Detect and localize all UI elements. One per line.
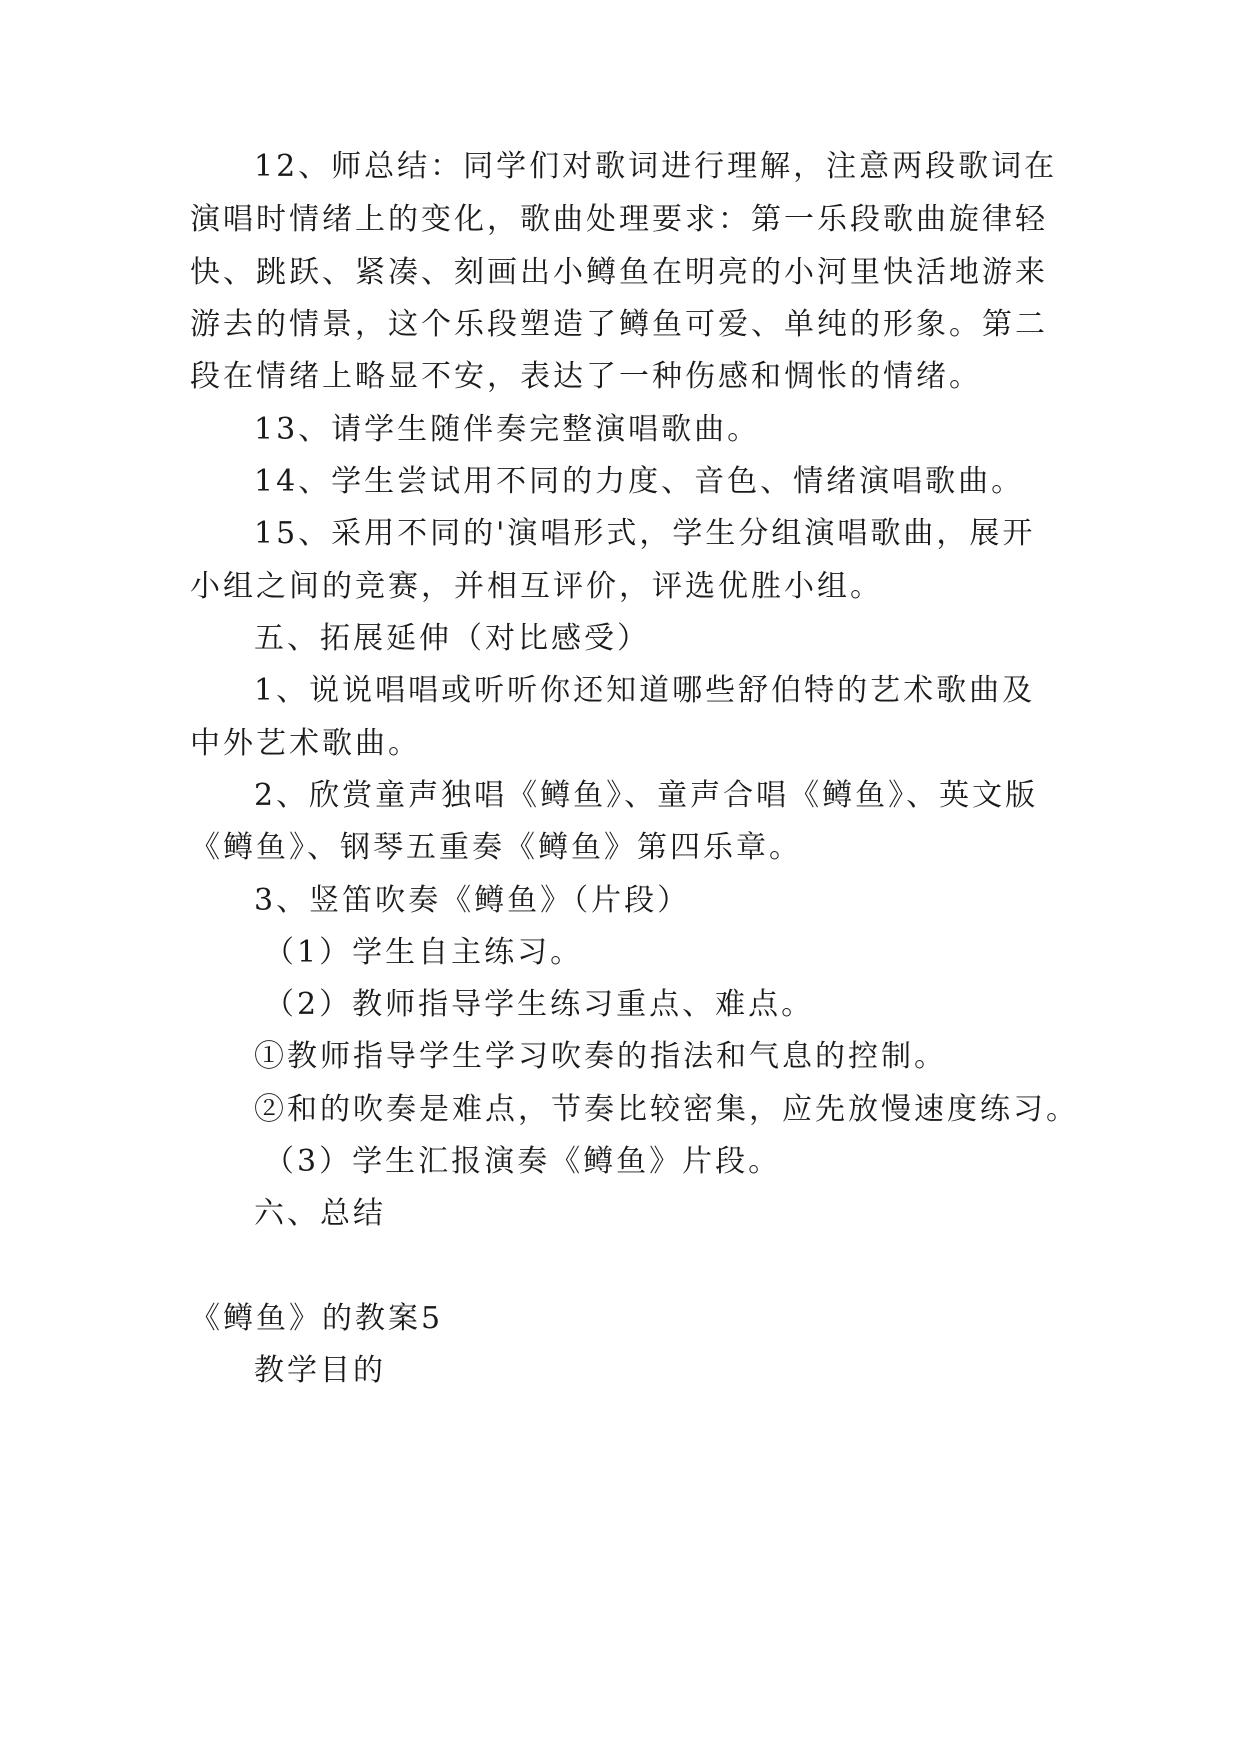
paragraph-line: 14、学生尝试用不同的力度、音色、情绪演唱歌曲。: [254, 464, 1025, 499]
paragraph-line: 中外艺术歌曲。: [190, 726, 421, 761]
paragraph-line: 1、说说唱唱或听听你还知道哪些舒伯特的艺术歌曲及: [254, 673, 1036, 708]
paragraph-line: 演唱时情绪上的变化，歌曲处理要求：第一乐段歌曲旋律轻: [190, 202, 1048, 237]
paragraph-line: 13、请学生随伴奏完整演唱歌曲。: [254, 412, 761, 447]
section-heading: 五、拓展延伸（对比感受）: [254, 621, 650, 656]
paragraph-line: 游去的情景，这个乐段塑造了鳟鱼可爱、单纯的形象。第二: [190, 307, 1048, 342]
paragraph-line: 3、竖笛吹奏《鳟鱼》（片段）: [254, 883, 691, 918]
paragraph-line: 小组之间的竞赛，并相互评价，评选优胜小组。: [190, 569, 883, 604]
paragraph-line: （1）学生自主练习。: [264, 935, 584, 970]
paragraph-line: 快、跳跃、紧凑、刻画出小鳟鱼在明亮的小河里快活地游来: [190, 255, 1048, 290]
paragraph-line: （3）学生汇报演奏《鳟鱼》片段。: [264, 1144, 782, 1179]
paragraph-line: ②和的吹奏是难点，节奏比较密集，应先放慢速度练习。: [254, 1092, 1079, 1127]
document-title: 《鳟鱼》的教案5: [190, 1301, 444, 1336]
paragraph-line: （2）教师指导学生练习重点、难点。: [264, 987, 815, 1022]
paragraph-line: 《鳟鱼》、钢琴五重奏《鳟鱼》第四乐章。: [190, 830, 802, 865]
section-heading: 六、总结: [254, 1196, 386, 1231]
paragraph-line: 段在情绪上略显不安，表达了一种伤感和惆怅的情绪。: [190, 359, 982, 394]
section-heading: 教学目的: [254, 1353, 386, 1388]
paragraph-line: 2、欣赏童声独唱《鳟鱼》、童声合唱《鳟鱼》、英文版: [254, 778, 1039, 813]
paragraph-line: ①教师指导学生学习吹奏的指法和气息的控制。: [254, 1039, 947, 1074]
paragraph-line: 15、采用不同的'演唱形式，学生分组演唱歌曲，展开: [254, 516, 1036, 551]
paragraph-line: 12、师总结：同学们对歌词进行理解，注意两段歌词在: [254, 149, 1058, 184]
